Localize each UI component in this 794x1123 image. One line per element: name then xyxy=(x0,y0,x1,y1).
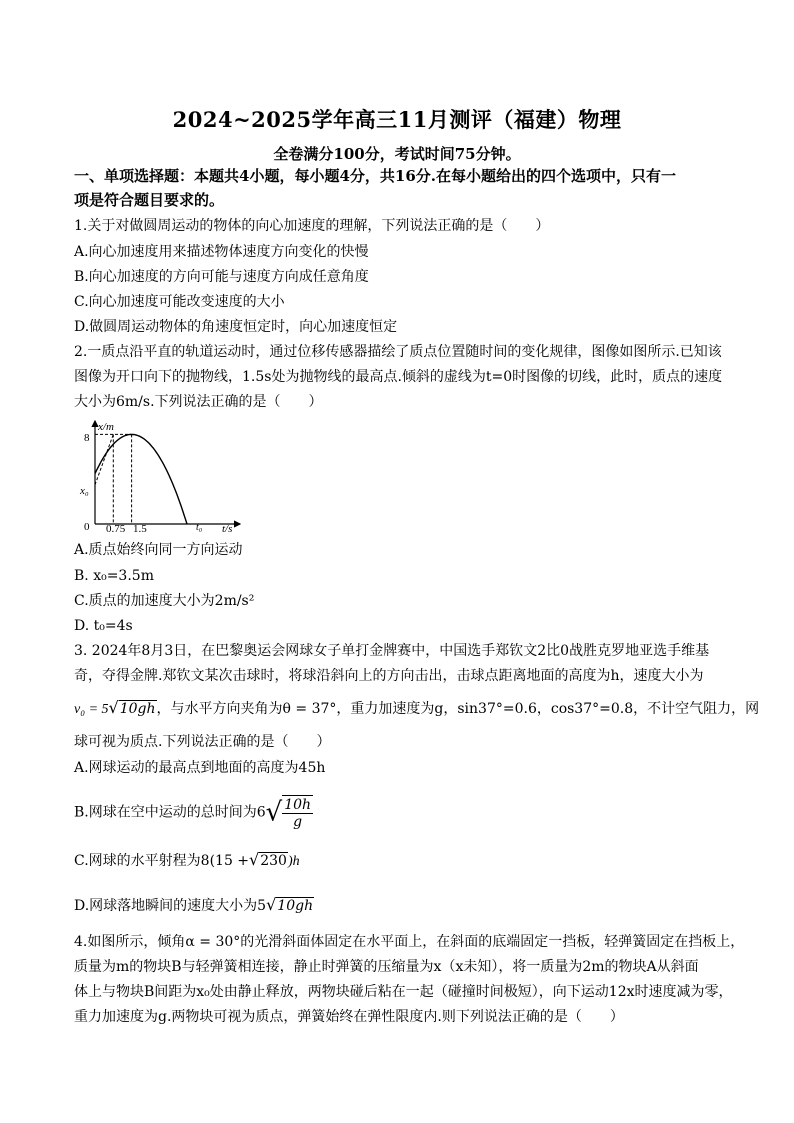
y-tick-8: 8 xyxy=(84,432,90,444)
q2-stem-line3: 大小为6m/s.下列说法正确的是（ ） xyxy=(74,394,323,410)
x-t-graph xyxy=(74,418,244,534)
q3-option-a: A.网球运动的最高点到地面的高度为45h xyxy=(74,760,326,776)
q2-option-c: C.质点的加速度大小为2m/s² xyxy=(74,593,255,609)
q3-option-d: D.网球落地瞬间的速度大小为5√10gh xyxy=(74,895,314,914)
q3-stem-line3-rest: ，与水平方向夹角为θ = 37°，重力加速度为g，sin37°=0.6，cos37°=0.8，不计空气阻力，网 xyxy=(156,701,760,717)
q3-option-c-root: 230 xyxy=(260,853,287,869)
q3-option-b-prefix: B.网球在空中运动的总时间为6 xyxy=(74,804,266,821)
q3-stem-line3: v₀ = 5√10gh，与水平方向夹角为θ = 37°，重力加速度为g，sin37°=0.6，cos37°=0.8，不计空气阻力，网 xyxy=(74,698,760,717)
section-heading-line1: 一、单项选择题：本题共4小题，每小题4分，共16分.在每小题给出的四个选项中，只有一 xyxy=(74,167,676,185)
q2-option-b: B. x₀=3.5m xyxy=(74,568,154,584)
q3-stem-line1: 3. 2024年8月3日，在巴黎奥运会网球女子单打金牌赛中，中国选手郑钦文2比0战胜克罗地亚选手维基 xyxy=(74,643,710,659)
q2-stem-line2: 图像为开口向下的抛物线，1.5s处为抛物线的最高点.倾斜的虚线为t=0时图像的切线，此时，质点的速度 xyxy=(74,369,723,385)
q3-stem-line4: 球可视为质点.下列说法正确的是（ ） xyxy=(74,734,331,750)
q1-option-a: A.向心加速度用来描述物体速度方向变化的快慢 xyxy=(74,244,369,260)
q3-option-b: B.网球在空中运动的总时间为6√ $\frac{10h}{g}$ xyxy=(74,797,312,830)
page-subtitle: 全卷满分100分，考试时间75分钟。 xyxy=(273,145,521,163)
y-axis-label: x/m xyxy=(98,421,114,433)
q1-option-b: B.向心加速度的方向可能与速度方向成任意角度 xyxy=(74,269,369,285)
q1-option-d: D.做圆周运动物体的角速度恒定时，向心加速度恒定 xyxy=(74,319,398,335)
q3-option-d-root: 10gh xyxy=(277,898,314,914)
q4-stem-line2: 质量为m的物块B与轻弹簧相连接，静止时弹簧的压缩量为x（x未知），将一质量为2m的物块A从斜面 xyxy=(74,959,699,975)
q3-option-c-suffix: )h xyxy=(287,854,300,869)
q4-stem-line1: 4.如图所示，倾角α = 30°的光滑斜面体固定在水平面上，在斜面的底端固定一挡板，轻弹簧固定在挡板上， xyxy=(74,934,745,950)
q3-v0-root: 10gh xyxy=(119,701,156,717)
page-title: 2024~2025学年高三11月测评（福建）物理 xyxy=(172,107,622,132)
q2-option-a: A.质点始终向同一方向运动 xyxy=(74,542,243,558)
q3-v0-prefix: v₀ = 5 xyxy=(74,702,109,717)
y-tick-x0: x₀ xyxy=(80,485,89,497)
q3-option-d-prefix: D.网球落地瞬间的速度大小为5 xyxy=(74,898,267,914)
q3-option-b-num: 10h xyxy=(284,797,312,813)
q3-stem-line2: 奇，夺得金牌.郑钦文某次击球时，将球沿斜向上的方向击出，击球点距离地面的高度为h，速度大小为 xyxy=(74,668,704,684)
q3-option-b-den: g xyxy=(293,814,303,830)
q3-option-c-prefix: C.网球的水平射程为8(15 + xyxy=(74,853,250,869)
x-axis-label: t/s xyxy=(222,523,233,534)
parabola-curve xyxy=(95,434,187,524)
q2-option-d: D. t₀=4s xyxy=(74,618,133,634)
tangent-line xyxy=(95,434,113,484)
q4-stem-line3: 体上与物块B间距为x₀处由静止释放，两物块碰后粘在一起（碰撞时间极短），向下运动12x时速度减为零， xyxy=(74,984,733,1000)
q2-stem-line1: 2.一质点沿平直的轨道运动时，通过位移传感器描绘了质点位置随时间的变化规律，图像如图所示.已知该 xyxy=(74,344,722,360)
q1-option-c: C.向心加速度可能改变速度的大小 xyxy=(74,294,285,310)
section-heading-line2: 项是符合题目要求的。 xyxy=(74,191,225,209)
origin-label: 0 xyxy=(84,521,90,533)
q3-option-c: C.网球的水平射程为8(15 +√230)h xyxy=(74,850,300,869)
q4-stem-line4: 重力加速度为g.两物块可视为质点，弹簧始终在弹性限度内.则下列说法正确的是（ ） xyxy=(74,1009,624,1025)
x-tick-t0: t₀ xyxy=(196,522,203,533)
x-tick-1-5: 1.5 xyxy=(133,523,147,534)
q1-stem: 1.关于对做圆周运动的物体的向心加速度的理解，下列说法正确的是（ ） xyxy=(74,218,550,234)
x-tick-0-75: 0.75 xyxy=(106,523,126,534)
